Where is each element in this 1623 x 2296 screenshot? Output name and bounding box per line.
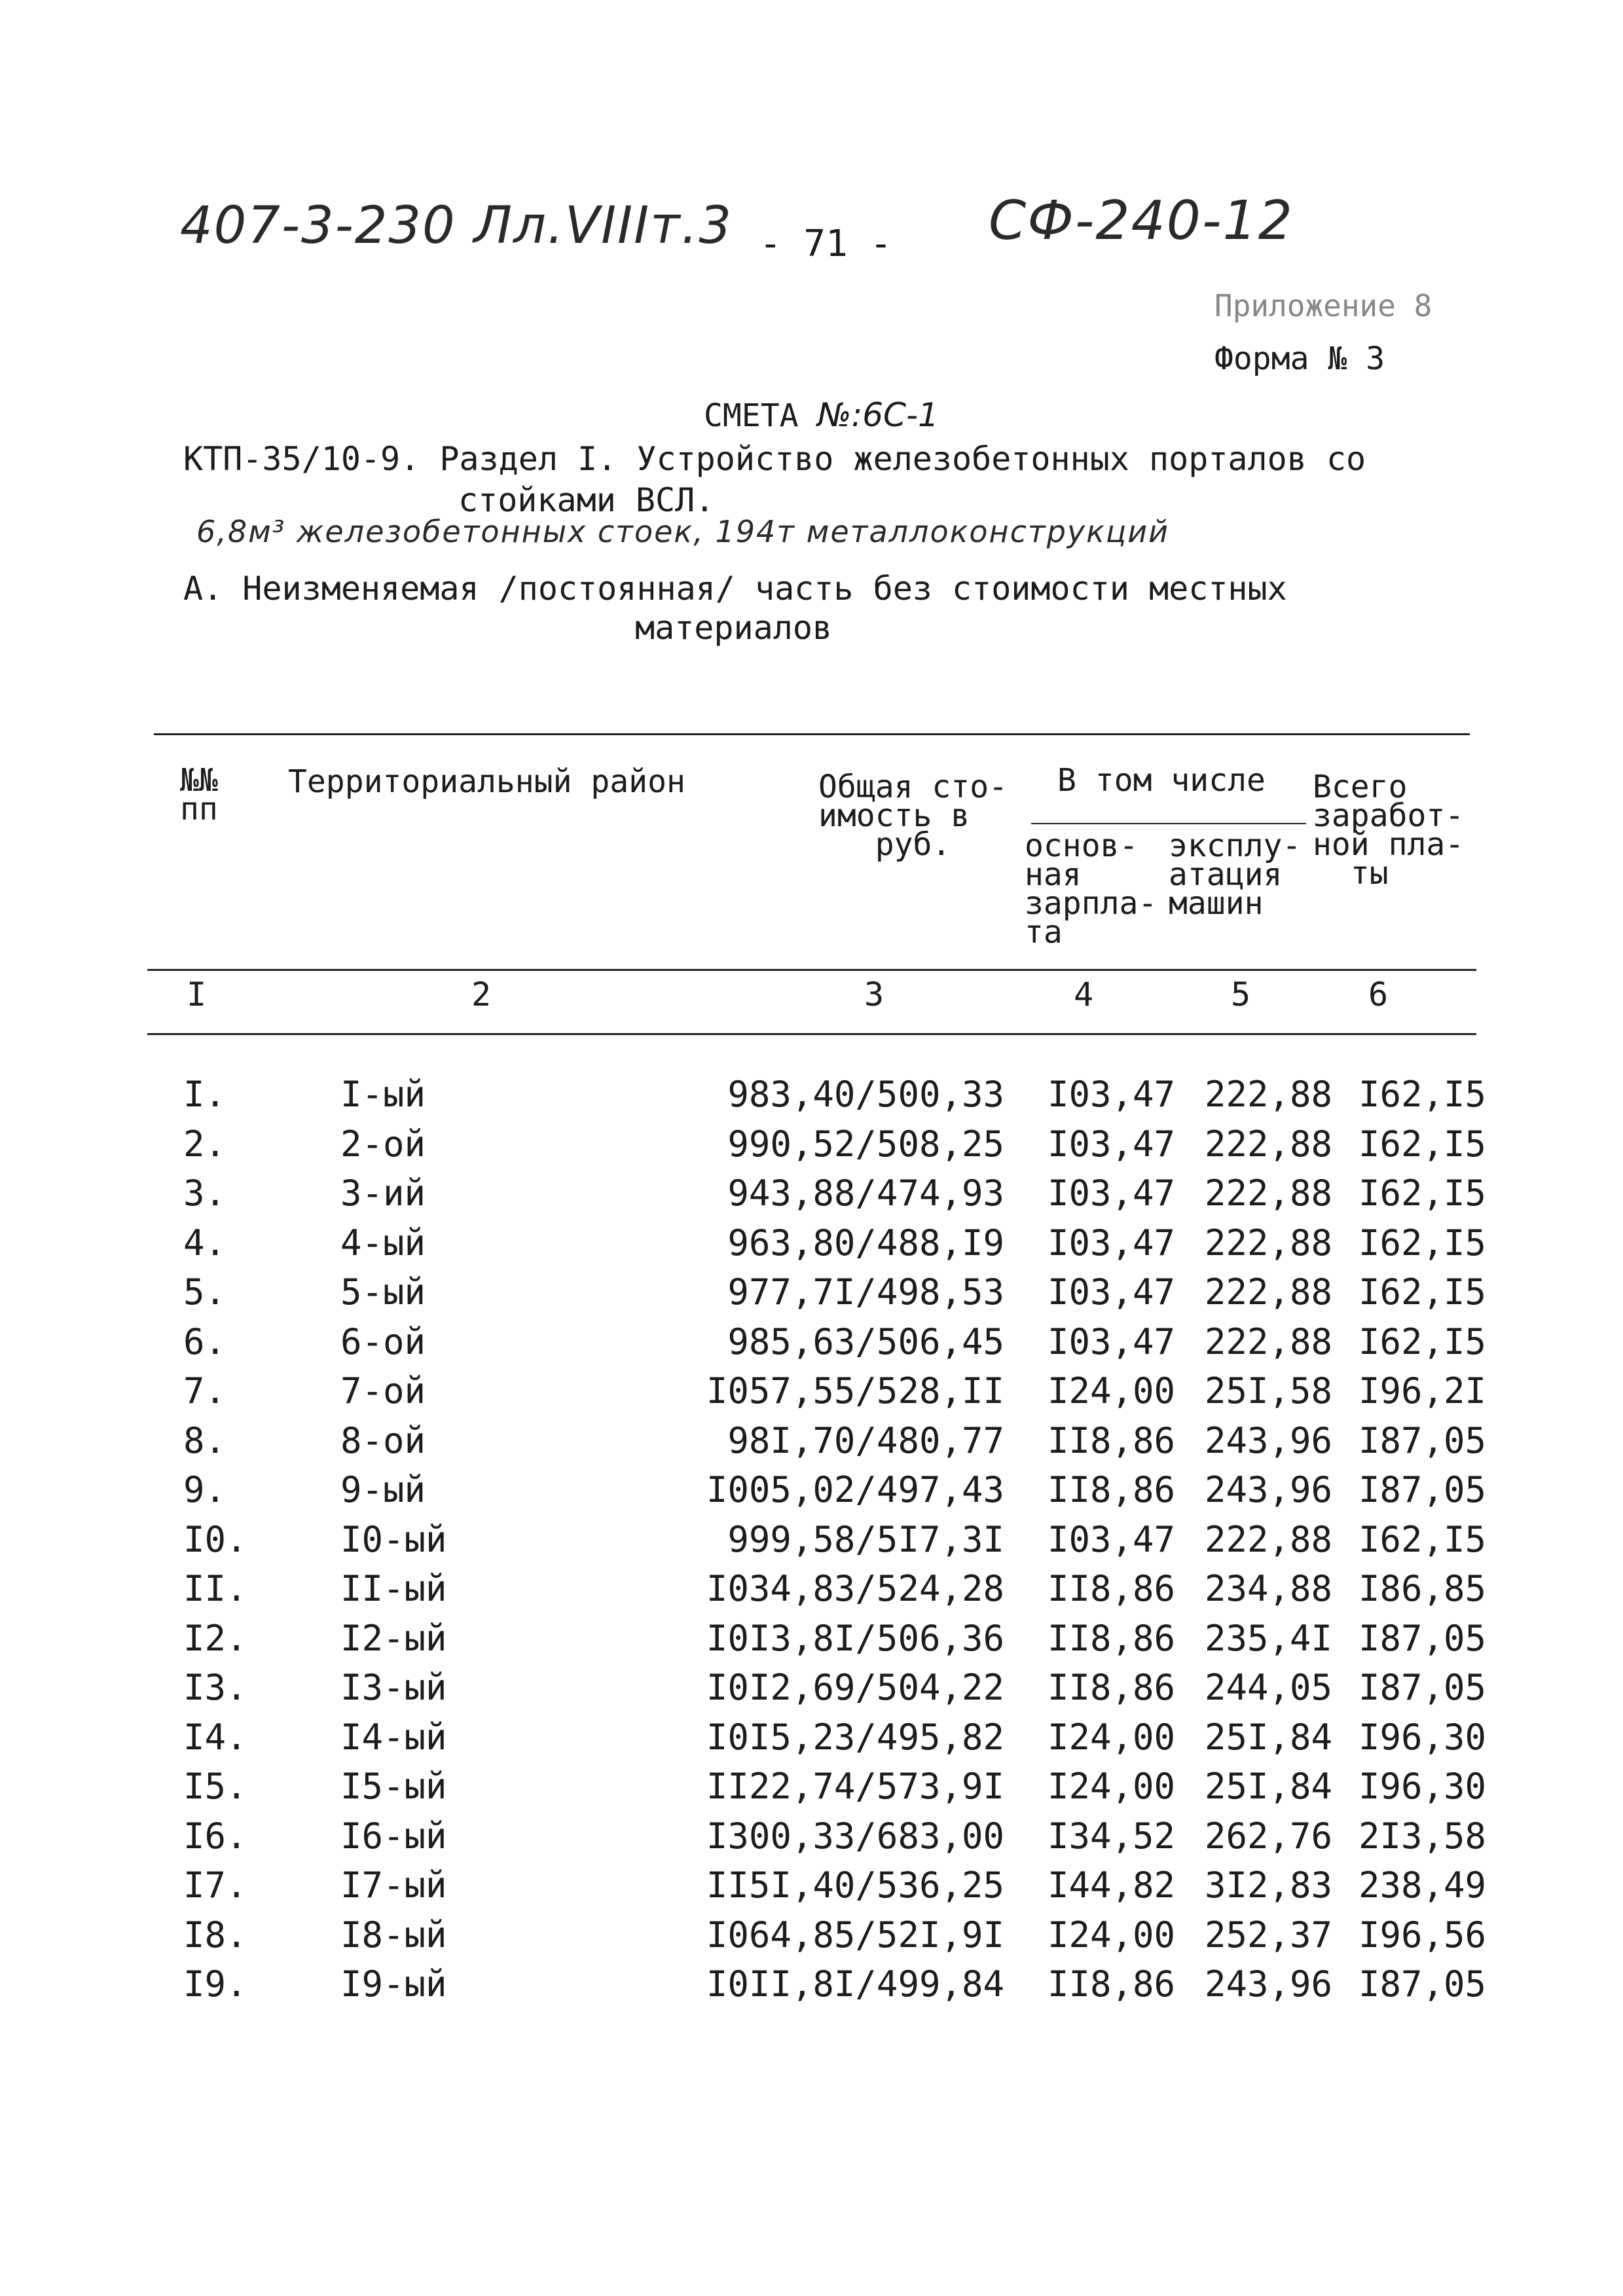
estimate-prefix: СМЕТА (704, 397, 818, 434)
row-total-salary: I62,I5 (1359, 1222, 1487, 1264)
row-total-salary: I96,56 (1359, 1914, 1487, 1956)
table-row (0, 1420, 1623, 1469)
row-base-salary: II8,86 (1048, 1469, 1176, 1510)
row-total-cost: I057,55/528,II (706, 1370, 1004, 1412)
column-number: 5 (1231, 975, 1251, 1013)
row-machine-operation: 222,88 (1205, 1518, 1333, 1560)
row-machine-operation: 222,88 (1205, 1222, 1333, 1264)
row-machine-operation: 222,88 (1205, 1123, 1333, 1165)
estimate-number: №:6С-1 (817, 396, 939, 434)
row-base-salary: I24,00 (1048, 1766, 1176, 1807)
header-base-salary: основ- ная зарпла- та (1025, 828, 1158, 951)
row-machine-operation: 222,88 (1205, 1074, 1333, 1115)
row-total-salary: I87,05 (1359, 1419, 1487, 1461)
row-region: I-ый (340, 1074, 426, 1115)
row-index: 3. (183, 1173, 227, 1214)
row-total-salary: I96,2I (1359, 1370, 1487, 1412)
row-index: I4. (183, 1716, 247, 1758)
table-row (0, 1568, 1623, 1617)
row-machine-operation: 234,88 (1205, 1568, 1333, 1609)
row-base-salary: II8,86 (1048, 1963, 1176, 2005)
row-total-salary: 238,49 (1359, 1865, 1487, 1906)
row-total-salary: I96,30 (1359, 1716, 1487, 1758)
row-total-salary: I62,I5 (1359, 1271, 1487, 1313)
row-index: I. (183, 1074, 227, 1115)
row-index: 4. (183, 1222, 227, 1264)
table-row (0, 1914, 1623, 1963)
appendix-label: Приложение 8 (1214, 288, 1432, 323)
row-region: I7-ый (340, 1865, 447, 1906)
table-row (0, 1321, 1623, 1370)
row-index: II. (183, 1568, 247, 1609)
row-index: 7. (183, 1370, 227, 1412)
row-base-salary: I03,47 (1048, 1074, 1176, 1115)
estimate-subject-line-1: КТП-35/10-9. Раздел I. Устройство железобетонных порталов со (183, 440, 1366, 478)
row-index: I6. (183, 1815, 247, 1857)
row-machine-operation: 222,88 (1205, 1173, 1333, 1214)
row-index: I5. (183, 1766, 247, 1807)
row-machine-operation: 25I,84 (1205, 1766, 1333, 1807)
header-row-number: №№ пп (180, 762, 218, 828)
table-row (0, 1074, 1623, 1123)
table-row (0, 1519, 1623, 1568)
row-total-salary: I62,I5 (1359, 1173, 1487, 1214)
row-region: II-ый (340, 1568, 447, 1609)
table-row (0, 1667, 1623, 1716)
row-total-cost: I0I5,23/495,82 (706, 1716, 1004, 1758)
estimate-title (704, 396, 939, 434)
table-row (0, 1618, 1623, 1667)
row-total-salary: I87,05 (1359, 1963, 1487, 2005)
column-number: 6 (1368, 975, 1389, 1013)
row-machine-operation: 235,4I (1205, 1617, 1333, 1659)
table-row (0, 1173, 1623, 1222)
document-code: СФ-240-12 (989, 190, 1294, 252)
table-header-rule (147, 969, 1476, 971)
table-row (0, 1766, 1623, 1815)
row-total-cost: 943,88/474,93 (727, 1173, 1004, 1214)
row-base-salary: I03,47 (1048, 1518, 1176, 1560)
row-region: 8-ой (340, 1419, 426, 1461)
column-numbers-rule (147, 1033, 1476, 1035)
section-a-line-1: А. Неизменяемая /постоянная/ часть без стоимости местных (183, 570, 1287, 608)
row-total-salary: I62,I5 (1359, 1123, 1487, 1165)
row-total-cost: I064,85/52I,9I (706, 1914, 1004, 1956)
row-region: 5-ый (340, 1271, 426, 1313)
row-total-cost: I0I2,69/504,22 (706, 1667, 1004, 1708)
row-total-salary: I62,I5 (1359, 1321, 1487, 1362)
row-region: I4-ый (340, 1716, 447, 1758)
row-index: 2. (183, 1123, 227, 1165)
row-region: I3-ый (340, 1667, 447, 1708)
row-total-salary: I86,85 (1359, 1568, 1487, 1609)
row-total-salary: I62,I5 (1359, 1518, 1487, 1560)
row-machine-operation: 222,88 (1205, 1321, 1333, 1362)
row-total-salary: 2I3,58 (1359, 1815, 1487, 1857)
section-a-line-2: материалов (635, 609, 833, 647)
row-machine-operation: 25I,84 (1205, 1716, 1333, 1758)
row-base-salary: II8,86 (1048, 1568, 1176, 1609)
row-total-cost: I0II,8I/499,84 (706, 1963, 1004, 2005)
row-region: 3-ий (340, 1173, 426, 1214)
row-machine-operation: 243,96 (1205, 1963, 1333, 2005)
row-region: 4-ый (340, 1222, 426, 1264)
row-total-cost: I034,83/524,28 (706, 1568, 1004, 1609)
row-region: I2-ый (340, 1617, 447, 1659)
row-index: I0. (183, 1518, 247, 1560)
row-total-salary: I62,I5 (1359, 1074, 1487, 1115)
row-index: 9. (183, 1469, 227, 1510)
header-including: В том числе (1057, 762, 1266, 799)
row-machine-operation: 25I,58 (1205, 1370, 1333, 1412)
table-row (0, 1717, 1623, 1766)
table-row (0, 1469, 1623, 1518)
row-total-salary: I96,30 (1359, 1766, 1487, 1807)
table-row (0, 1123, 1623, 1173)
estimate-subject-line-2: стойками ВСЛ. (458, 481, 715, 519)
row-index: 5. (183, 1271, 227, 1313)
row-total-cost: 977,7I/498,53 (727, 1271, 1004, 1313)
row-base-salary: II8,86 (1048, 1419, 1176, 1461)
form-label: Форма № 3 (1214, 340, 1385, 377)
column-number: I (187, 975, 207, 1013)
row-region: I0-ый (340, 1518, 447, 1560)
header-region: Территориальный район (288, 763, 685, 800)
table-row (0, 1815, 1623, 1865)
row-machine-operation: 244,05 (1205, 1667, 1333, 1708)
row-total-cost: I0I3,8I/506,36 (706, 1617, 1004, 1659)
header-machine-operation: эксплу- атация машин (1169, 828, 1302, 922)
header-total-salary: Всего заработ- ной пла- ты (1313, 769, 1465, 892)
row-region: I5-ый (340, 1766, 447, 1807)
row-total-salary: I87,05 (1359, 1469, 1487, 1510)
row-total-cost: 985,63/506,45 (727, 1321, 1004, 1362)
table-row (0, 1370, 1623, 1419)
header-total-cost: Общая сто- имость в руб. (818, 769, 1008, 863)
row-region: 7-ой (340, 1370, 426, 1412)
row-machine-operation: 243,96 (1205, 1469, 1333, 1510)
row-index: I3. (183, 1667, 247, 1708)
row-machine-operation: 252,37 (1205, 1914, 1333, 1956)
page-number: - 71 - (759, 223, 892, 265)
row-base-salary: I34,52 (1048, 1815, 1176, 1857)
row-base-salary: I03,47 (1048, 1271, 1176, 1313)
row-region: 2-ой (340, 1123, 426, 1165)
row-base-salary: I03,47 (1048, 1222, 1176, 1264)
table-row (0, 1963, 1623, 2013)
row-base-salary: I24,00 (1048, 1716, 1176, 1758)
row-base-salary: I44,82 (1048, 1865, 1176, 1906)
row-region: 9-ый (340, 1469, 426, 1510)
row-base-salary: I03,47 (1048, 1173, 1176, 1214)
row-machine-operation: 222,88 (1205, 1271, 1333, 1313)
row-total-cost: 990,52/508,25 (727, 1123, 1004, 1165)
row-index: 6. (183, 1321, 227, 1362)
row-machine-operation: 262,76 (1205, 1815, 1333, 1857)
row-total-salary: I87,05 (1359, 1667, 1487, 1708)
row-region: I8-ый (340, 1914, 447, 1956)
row-total-salary: I87,05 (1359, 1617, 1487, 1659)
row-index: I2. (183, 1617, 247, 1659)
row-base-salary: I24,00 (1048, 1914, 1176, 1956)
row-base-salary: I03,47 (1048, 1123, 1176, 1165)
row-base-salary: I03,47 (1048, 1321, 1176, 1362)
row-total-cost: II22,74/573,9I (706, 1766, 1004, 1807)
row-region: 6-ой (340, 1321, 426, 1362)
row-index: I8. (183, 1914, 247, 1956)
row-region: I9-ый (340, 1963, 447, 2005)
row-total-cost: I005,02/497,43 (706, 1469, 1004, 1510)
row-total-cost: II5I,40/536,25 (706, 1865, 1004, 1906)
table-row (0, 1865, 1623, 1914)
row-index: 8. (183, 1419, 227, 1461)
row-total-cost: I300,33/683,00 (706, 1815, 1004, 1857)
row-index: I9. (183, 1963, 247, 2005)
row-region: I6-ый (340, 1815, 447, 1857)
row-total-cost: 98I,70/480,77 (727, 1419, 1004, 1461)
row-total-cost: 983,40/500,33 (727, 1074, 1004, 1115)
column-number: 4 (1074, 975, 1094, 1013)
row-index: I7. (183, 1865, 247, 1906)
row-total-cost: 999,58/5I7,3I (727, 1518, 1004, 1560)
row-base-salary: I24,00 (1048, 1370, 1176, 1412)
column-number: 2 (471, 975, 492, 1013)
including-underline (1031, 823, 1306, 824)
row-base-salary: II8,86 (1048, 1667, 1176, 1708)
row-machine-operation: 3I2,83 (1205, 1865, 1333, 1906)
table-row (0, 1271, 1623, 1321)
document-number: 407-3-230 Лл.VIIIт.3 (180, 196, 733, 255)
table-top-rule (154, 733, 1470, 735)
row-total-cost: 963,80/488,I9 (727, 1222, 1004, 1264)
row-base-salary: II8,86 (1048, 1617, 1176, 1659)
column-number: 3 (864, 975, 884, 1013)
table-row (0, 1222, 1623, 1271)
row-machine-operation: 243,96 (1205, 1419, 1333, 1461)
work-volume: 6,8м³ железобетонных стоек, 194т металлоконструкций (196, 514, 1169, 549)
